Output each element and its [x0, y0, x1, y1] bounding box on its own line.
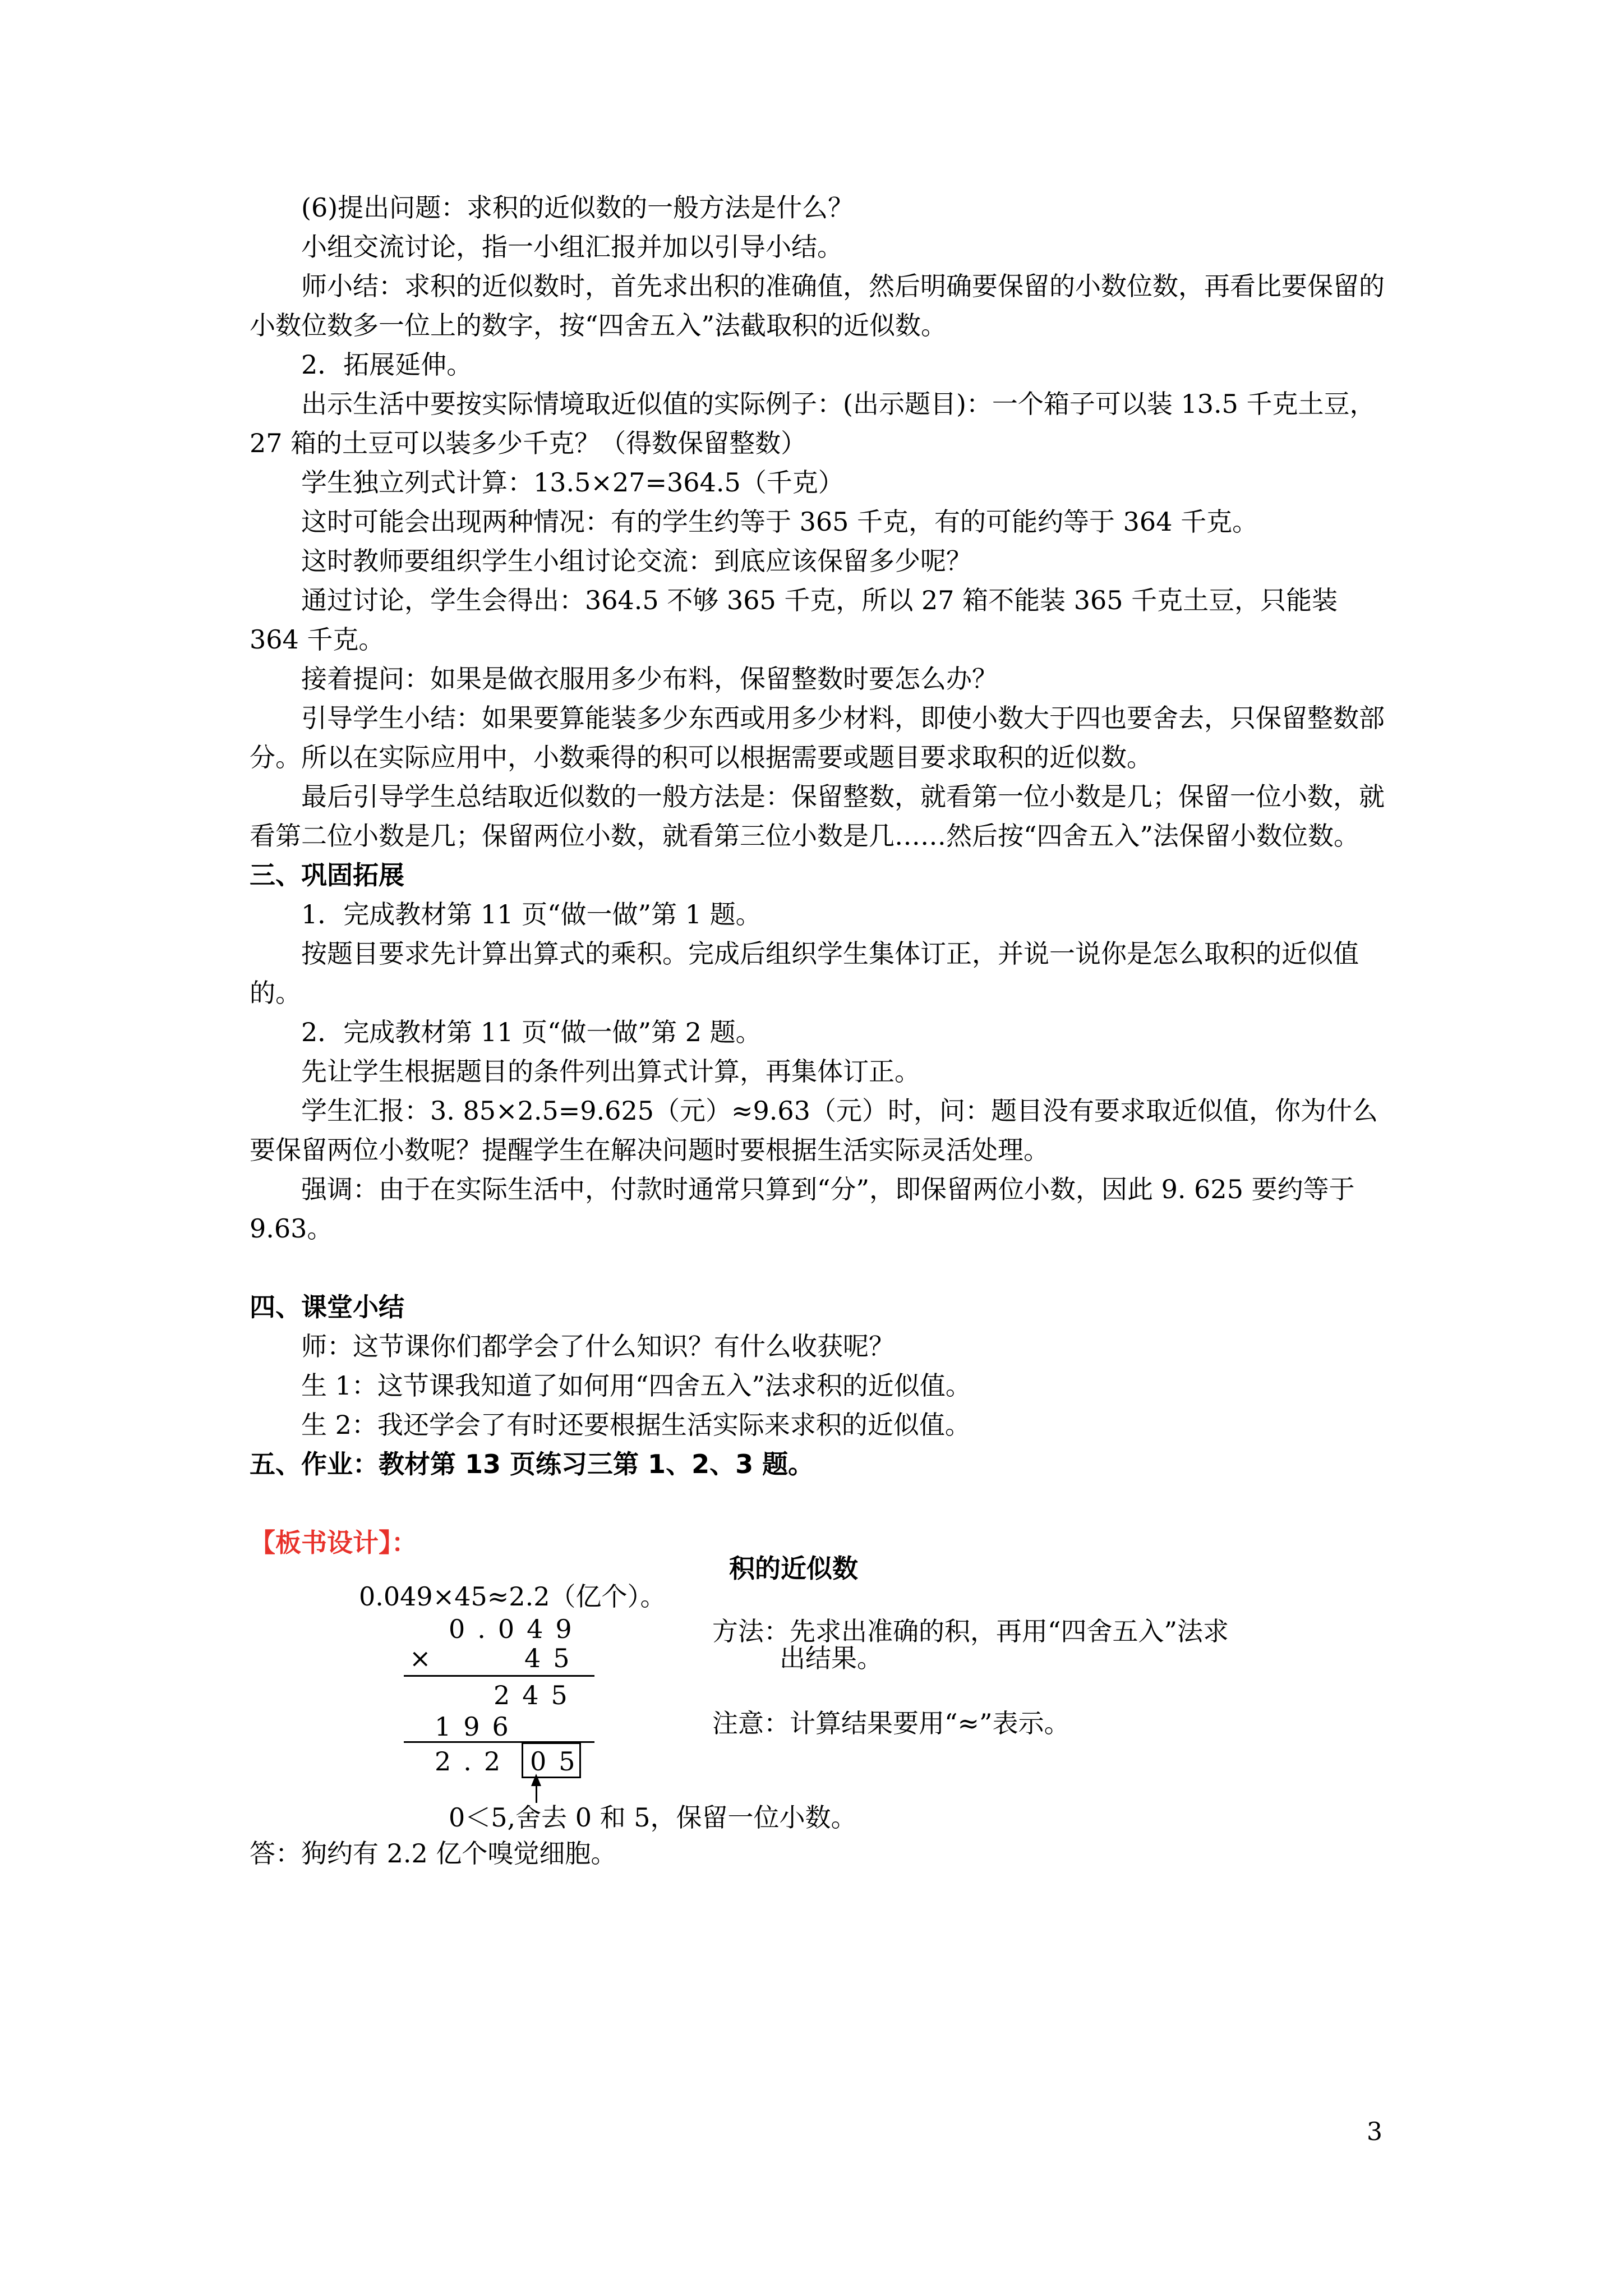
blank-line [250, 1484, 1394, 1523]
paragraph: 1．完成教材第 11 页“做一做”第 1 题。 [301, 899, 762, 930]
paragraph: 小组交流讨论，指一小组汇报并加以引导小结。 [301, 232, 843, 262]
lesson-text [250, 188, 1394, 1562]
paragraph: 通过讨论，学生会得出：364.5 不够 365 千克，所以 27 箱不能装 365 千克土豆，只能装 364 千克。 [250, 585, 1338, 655]
section-heading: 三、巩固拓展 [250, 860, 404, 890]
times-sign: × [409, 1643, 431, 1673]
rounding-note: 0＜5,舍去 0 和 5，保留一位小数。 [449, 1802, 857, 1833]
paragraph: 强调：由于在实际生活中，付款时通常只算到“分”，即保留两位小数，因此 9. 625 要约等于 9.63。 [250, 1174, 1355, 1244]
product-boxed: 05 [530, 1746, 588, 1777]
page-number: 3 [1367, 2118, 1382, 2146]
paragraph: (6)提出问题：求积的近似数的一般方法是什么？ [301, 192, 854, 223]
paragraph: 师：这节课你们都学会了什么知识？有什么收获呢？ [301, 1331, 895, 1361]
section-heading: 四、课堂小结 [250, 1292, 404, 1322]
arrow-shaft [536, 1784, 537, 1803]
paragraph: 引导学生小结：如果要算能装多少东西或用多少材料，即使小数大于四也要舍去，只保留整数部分。所以在实际应用中，小数乘得的积可以根据需要或题目要求取积的近似数。 [250, 703, 1385, 772]
multiplier: 45 [524, 1643, 582, 1673]
paragraph: 出示生活中要按实际情境取近似值的实际例子：(出示题目)：一个箱子可以装 13.5 千克土豆，27 箱的土豆可以装多少千克？（得数保留整数） [250, 389, 1376, 458]
method-note: 方法：先求出准确的积，再用“四舍五入”法求 [712, 1616, 1229, 1646]
paragraph: 接着提问：如果是做衣服用多少布料，保留整数时要怎么办？ [301, 664, 998, 694]
board-title: 积的近似数 [729, 1553, 858, 1584]
paragraph: 生 2：我还学会了有时还要根据生活实际来求积的近似值。 [301, 1410, 971, 1440]
rule-1 [404, 1675, 594, 1677]
paragraph: 这时教师要组织学生小组讨论交流：到底应该保留多少呢？ [301, 546, 972, 576]
paragraph: 最后引导学生总结取近似数的一般方法是：保留整数，就看第一位小数是几；保留一位小数，就看第二位小数是几；保留两位小数，就看第三位小数是几……然后按“四舍五入”法保留小数位数。 [250, 781, 1385, 851]
blank-line [250, 1248, 1394, 1287]
product-kept: 2.2 [435, 1746, 513, 1777]
paragraph: 师小结：求积的近似数时，首先求出积的准确值，然后明确要保留的小数位数，再看比要保留的小数位数多一位上的数字，按“四舍五入”法截取积的近似数。 [250, 271, 1385, 341]
answer: 答：狗约有 2.2 亿个嗅觉细胞。 [250, 1838, 617, 1869]
multiplicand: 0.049 [449, 1614, 584, 1644]
paragraph: 这时可能会出现两种情况：有的学生约等于 365 千克，有的可能约等于 364 千克。 [301, 507, 1258, 537]
board-equation: 0.049×45≈2.2（亿个）。 [359, 1581, 666, 1612]
board-design-heading: 【板书设计】： [250, 1527, 417, 1558]
notice-note: 注意：计算结果要用“≈”表示。 [712, 1708, 1070, 1738]
partial-product-2: 196 [435, 1711, 521, 1742]
paragraph: 学生汇报：3. 85×2.5=9.625（元）≈9.63（元）时，问：题目没有要求取近似值，你为什么要保留两位小数呢？提醒学生在解决问题时要根据生活实际灵活处理。 [250, 1096, 1378, 1165]
paragraph: 先让学生根据题目的条件列出算式计算，再集体订正。 [301, 1056, 920, 1087]
paragraph: 按题目要求先计算出算式的乘积。完成后组织学生集体订正，并说一说你是怎么取积的近似值的。 [250, 938, 1359, 1008]
section-heading: 五、作业：教材第 13 页练习三第 1、2、3 题。 [250, 1449, 814, 1479]
paragraph: 学生独立列式计算：13.5×27=364.5（千克） [301, 467, 844, 498]
paragraph: 2．完成教材第 11 页“做一做”第 2 题。 [301, 1017, 762, 1047]
partial-product-1: 245 [494, 1680, 580, 1710]
paragraph: 2．拓展延伸。 [301, 349, 473, 380]
paragraph: 生 1：这节课我知道了如何用“四舍五入”法求积的近似值。 [301, 1370, 971, 1401]
method-note-cont: 出结果。 [780, 1643, 883, 1673]
